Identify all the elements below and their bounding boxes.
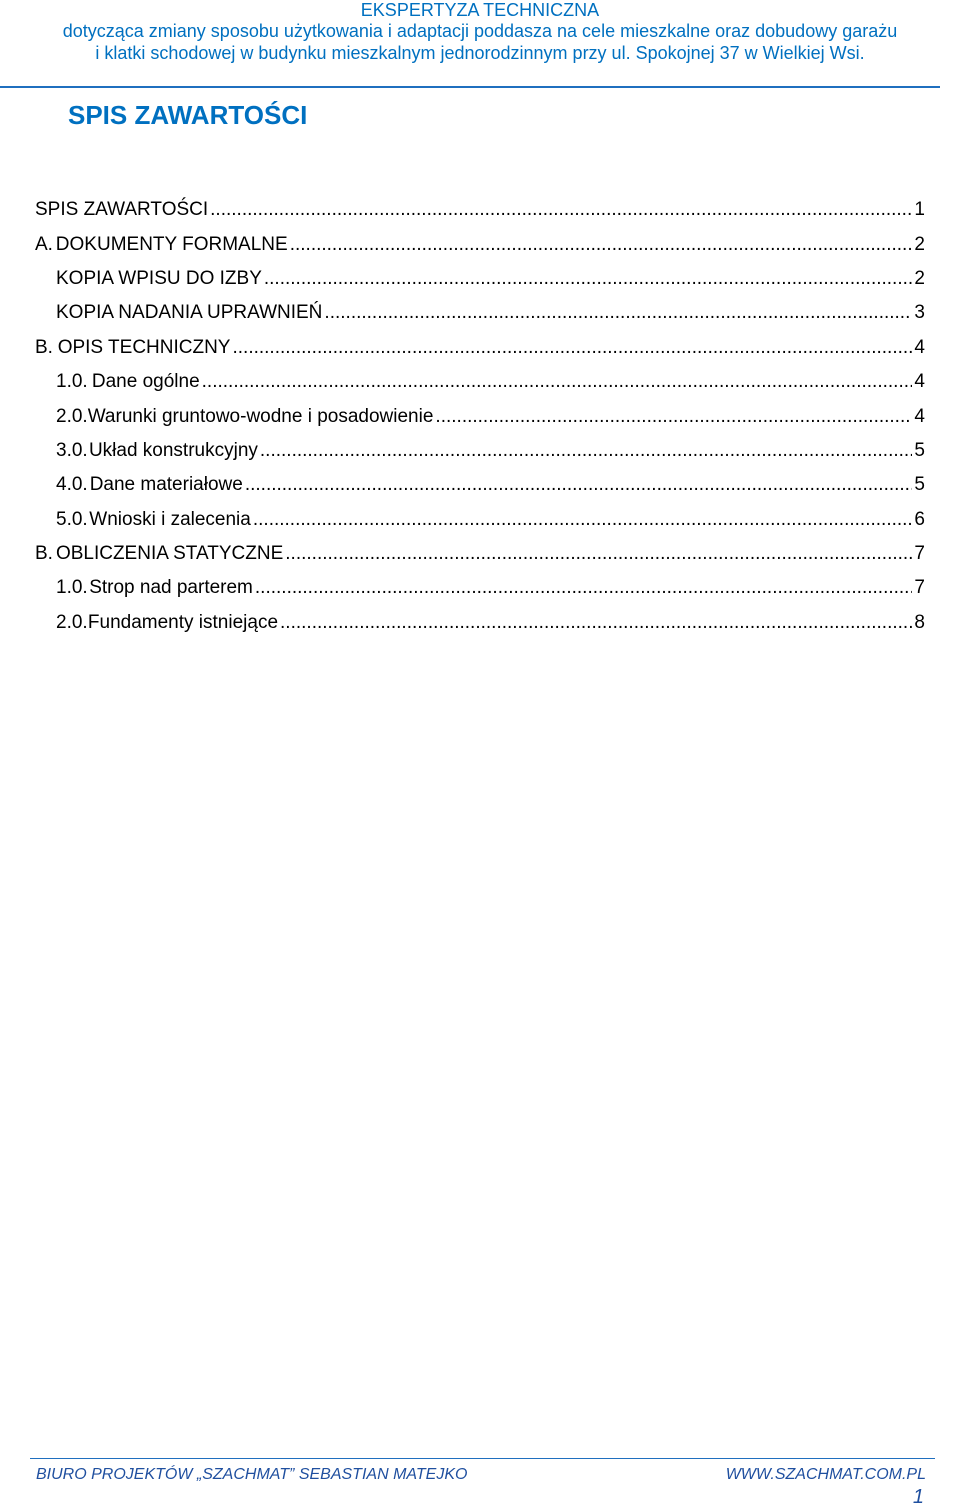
toc-dot-leader (285, 543, 912, 565)
toc-entry-title: Dane ogólne (91, 371, 200, 393)
toc-entry-page: 6 (914, 508, 925, 530)
toc-entry-title: KOPIA NADANIA UPRAWNIEŃ (56, 302, 323, 324)
toc-entry-number: 5.0. (56, 508, 88, 530)
header-title: EKSPERTYZA TECHNICZNA (360, 0, 600, 20)
toc-entry-title: KOPIA WPISU DO IZBY (56, 267, 262, 289)
toc-entry-title: Strop nad parterem (89, 577, 253, 599)
toc-entry-title: Dane materiałowe (89, 474, 243, 496)
toc-entry[interactable] (35, 227, 925, 261)
toc-dot-leader (260, 440, 913, 462)
toc-dot-leader (232, 337, 912, 359)
toc-dot-leader (280, 612, 912, 634)
toc-entry-page: 2 (914, 267, 925, 289)
header-divider (0, 86, 940, 88)
toc-entry-number: 1.0. (56, 577, 88, 599)
toc-entry[interactable] (35, 606, 925, 640)
header-subtitle-line-2: i klatki schodowej w budynku mieszkalnym jednorodzinnym przy ul. Spokojnej 37 w Wielkiej Wsi. (95, 43, 865, 63)
toc-entry-page: 4 (914, 405, 925, 427)
toc-dot-leader (202, 371, 913, 393)
table-of-contents (35, 193, 925, 640)
toc-dot-leader (435, 406, 912, 428)
page-number: 1 (912, 1486, 924, 1508)
toc-entry-number: A. (35, 233, 53, 255)
toc-entry[interactable] (35, 262, 925, 296)
toc-entry[interactable] (35, 365, 925, 399)
toc-dot-leader (255, 577, 913, 599)
toc-entry-page: 5 (914, 474, 925, 496)
toc-entry-page: 7 (914, 577, 925, 599)
toc-entry-page: 4 (914, 336, 925, 358)
toc-entry-number: 2.0. (56, 611, 88, 633)
toc-entry[interactable] (35, 193, 925, 227)
toc-entry[interactable] (35, 296, 925, 330)
toc-entry-number: 3.0. (56, 439, 88, 461)
toc-entry[interactable] (35, 571, 925, 605)
document-header (0, 0, 960, 64)
toc-entry-title: Fundamenty istniejące (87, 611, 279, 633)
toc-dot-leader (245, 474, 913, 496)
toc-entry-page: 4 (914, 371, 925, 393)
toc-entry-page: 7 (914, 543, 925, 565)
toc-entry-title: SPIS ZAWARTOŚCI (35, 199, 209, 221)
toc-entry[interactable] (35, 434, 925, 468)
toc-entry-page: 2 (914, 233, 925, 255)
toc-dot-leader (264, 268, 913, 290)
toc-entry-title: Wnioski i zalecenia (89, 508, 251, 530)
toc-entry-page: 5 (914, 439, 925, 461)
toc-dot-leader (324, 302, 912, 324)
toc-entry-page: 3 (914, 302, 925, 324)
toc-entry[interactable] (35, 537, 925, 571)
toc-entry-number: B. (35, 543, 53, 565)
toc-dot-leader (210, 199, 912, 221)
toc-dot-leader (290, 234, 913, 256)
toc-entry-number: 1.0. (56, 371, 88, 393)
footer-company: BIURO PROJEKTÓW „SZACHMAT” SEBASTIAN MATEJKO (36, 1466, 468, 1483)
header-subtitle-line-1: dotycząca zmiany sposobu użytkowania i adaptacji poddasza na cele mieszkalne oraz dobudowy garażu (62, 21, 898, 41)
toc-entry-number: 2.0. (56, 405, 88, 427)
toc-entry[interactable] (35, 331, 925, 365)
toc-entry[interactable] (35, 468, 925, 502)
toc-heading: SPIS ZAWARTOŚCI (68, 100, 308, 130)
toc-entry-title: OBLICZENIA STATYCZNE (55, 543, 284, 565)
toc-entry-title: DOKUMENTY FORMALNE (55, 233, 288, 255)
footer-divider (30, 1458, 935, 1459)
footer-website-link[interactable]: WWW.SZACHMAT.COM.PL (725, 1466, 926, 1483)
toc-entry-number: 4.0. (56, 474, 88, 496)
toc-dot-leader (253, 509, 913, 531)
toc-entry-title: OPIS TECHNICZNY (57, 336, 231, 358)
toc-entry-page: 8 (914, 611, 925, 633)
toc-entry-title: Warunki gruntowo-wodne i posadowienie (87, 405, 434, 427)
toc-entry[interactable] (35, 503, 925, 537)
toc-entry-title: Układ konstrukcyjny (88, 439, 258, 461)
toc-entry-number: B. (35, 336, 53, 358)
toc-entry[interactable] (35, 399, 925, 433)
toc-entry-page: 1 (914, 199, 925, 221)
